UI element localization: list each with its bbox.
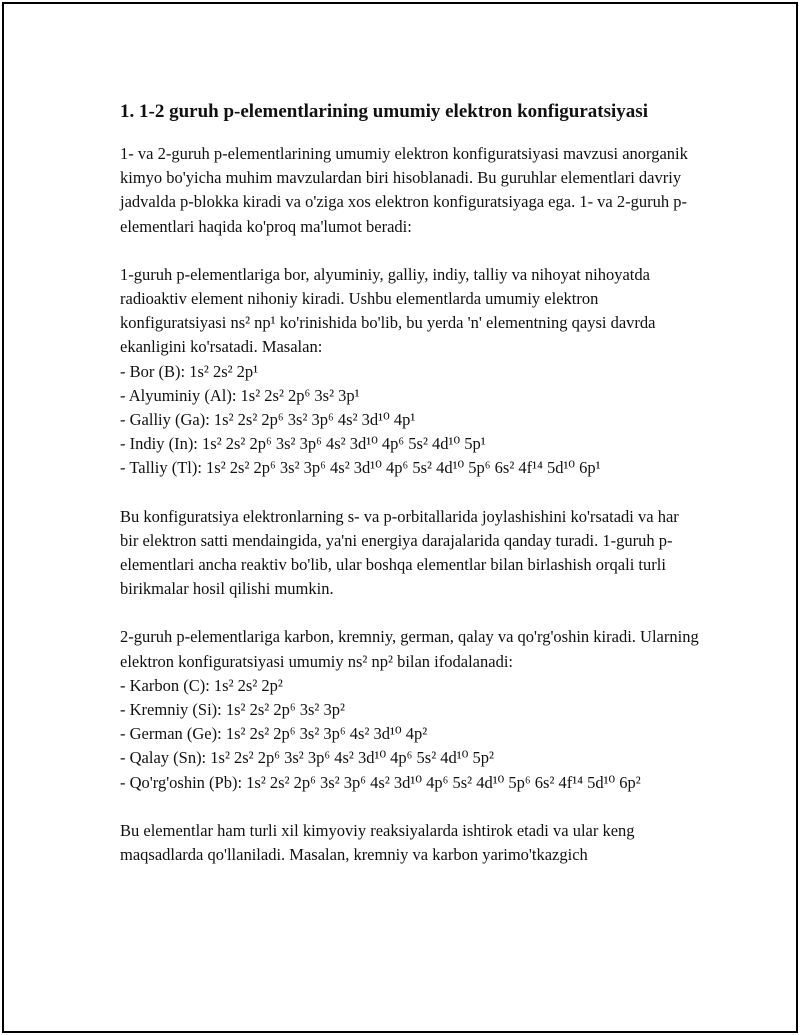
list-item: - Galliy (Ga): 1s² 2s² 2p⁶ 3s² 3p⁶ 4s² 3d¹⁰ 4p¹ bbox=[120, 410, 416, 430]
group1-section bbox=[120, 263, 700, 481]
closing-paragraph: Bu elementlar ham turli xil kimyoviy reaksiyalarda ishtirok etadi va ular keng maqsadlarda qo'llaniladi. Masalan, kremniy va karbon yarimo'tkazgich bbox=[120, 820, 635, 865]
group1-config-list bbox=[120, 360, 700, 481]
page-frame bbox=[2, 2, 798, 1033]
list-item: - Qalay (Sn): 1s² 2s² 2p⁶ 3s² 3p⁶ 4s² 3d¹⁰ 4p⁶ 5s² 4d¹⁰ 5p² bbox=[120, 748, 494, 768]
list-item: - Alyuminiy (Al): 1s² 2s² 2p⁶ 3s² 3p¹ bbox=[120, 385, 360, 405]
list-item: - Talliy (Tl): 1s² 2s² 2p⁶ 3s² 3p⁶ 4s² 3d¹⁰ 4p⁶ 5s² 4d¹⁰ 5p⁶ 6s² 4f¹⁴ 5d¹⁰ 6p¹ bbox=[120, 458, 601, 478]
group2-lead-paragraph: 2-guruh p-elementlariga karbon, kremniy, german, qalay va qo'rg'oshin kiradi. Ularning elektron konfiguratsiyasi umumiy ns² np² bilan ifodalanadi: bbox=[120, 627, 699, 671]
document-body bbox=[120, 100, 700, 891]
list-item: - Indiy (In): 1s² 2s² 2p⁶ 3s² 3p⁶ 4s² 3d¹⁰ 4p⁶ 5s² 4d¹⁰ 5p¹ bbox=[120, 434, 486, 454]
group2-config-list bbox=[120, 674, 700, 795]
list-item: - Kremniy (Si): 1s² 2s² 2p⁶ 3s² 3p² bbox=[120, 700, 345, 720]
list-item: - Qo'rg'oshin (Pb): 1s² 2s² 2p⁶ 3s² 3p⁶ 4s² 3d¹⁰ 4p⁶ 5s² 4d¹⁰ 5p⁶ 6s² 4f¹⁴ 5d¹⁰ 6p² bbox=[120, 772, 641, 792]
intro-paragraph: 1- va 2-guruh p-elementlarining umumiy elektron konfiguratsiyasi mavzusi anorganik kimyo bo'yicha muhim mavzulardan biri hisoblanadi. Bu guruhlar elementlari davriy jadvalda p-blokka kiradi va o'ziga xos elektron konfiguratsiyaga ega. 1- va 2-guruh p-elementlari haqida ko'proq ma'lumot beradi: bbox=[120, 144, 688, 236]
group2-section bbox=[120, 625, 700, 794]
group1-summary-paragraph: Bu konfiguratsiya elektronlarning s- va p-orbitallarida joylashishini ko'rsatadi va har bir elektron satti mendaingida, ya'ni energiya darajalarida qanday turadi. 1-guruh p-elementlari ancha reaktiv bo'lib, ular boshqa elementlar bilan birlashish orqali turli birikmalar hosil qilishi mumkin. bbox=[120, 506, 679, 599]
list-item: - Bor (B): 1s² 2s² 2p¹ bbox=[120, 361, 259, 381]
group1-lead-paragraph: 1-guruh p-elementlariga bor, alyuminiy, galliy, indiy, talliy va nihoyat nihoyatda radioaktiv element nihoniy kiradi. Ushbu elementlarda umumiy elektron konfiguratsiyasi ns² np¹ ko'rinishida bo'lib, bu yerda 'n' elementning qaysi davrda ekanligini ko'rsatadi. Masalan: bbox=[120, 264, 656, 357]
list-item: - Karbon (C): 1s² 2s² 2p² bbox=[120, 675, 283, 695]
document-title: 1. 1-2 guruh p-elementlarining umumiy elektron konfiguratsiyasi bbox=[120, 101, 648, 122]
list-item: - German (Ge): 1s² 2s² 2p⁶ 3s² 3p⁶ 4s² 3d¹⁰ 4p² bbox=[120, 724, 428, 744]
